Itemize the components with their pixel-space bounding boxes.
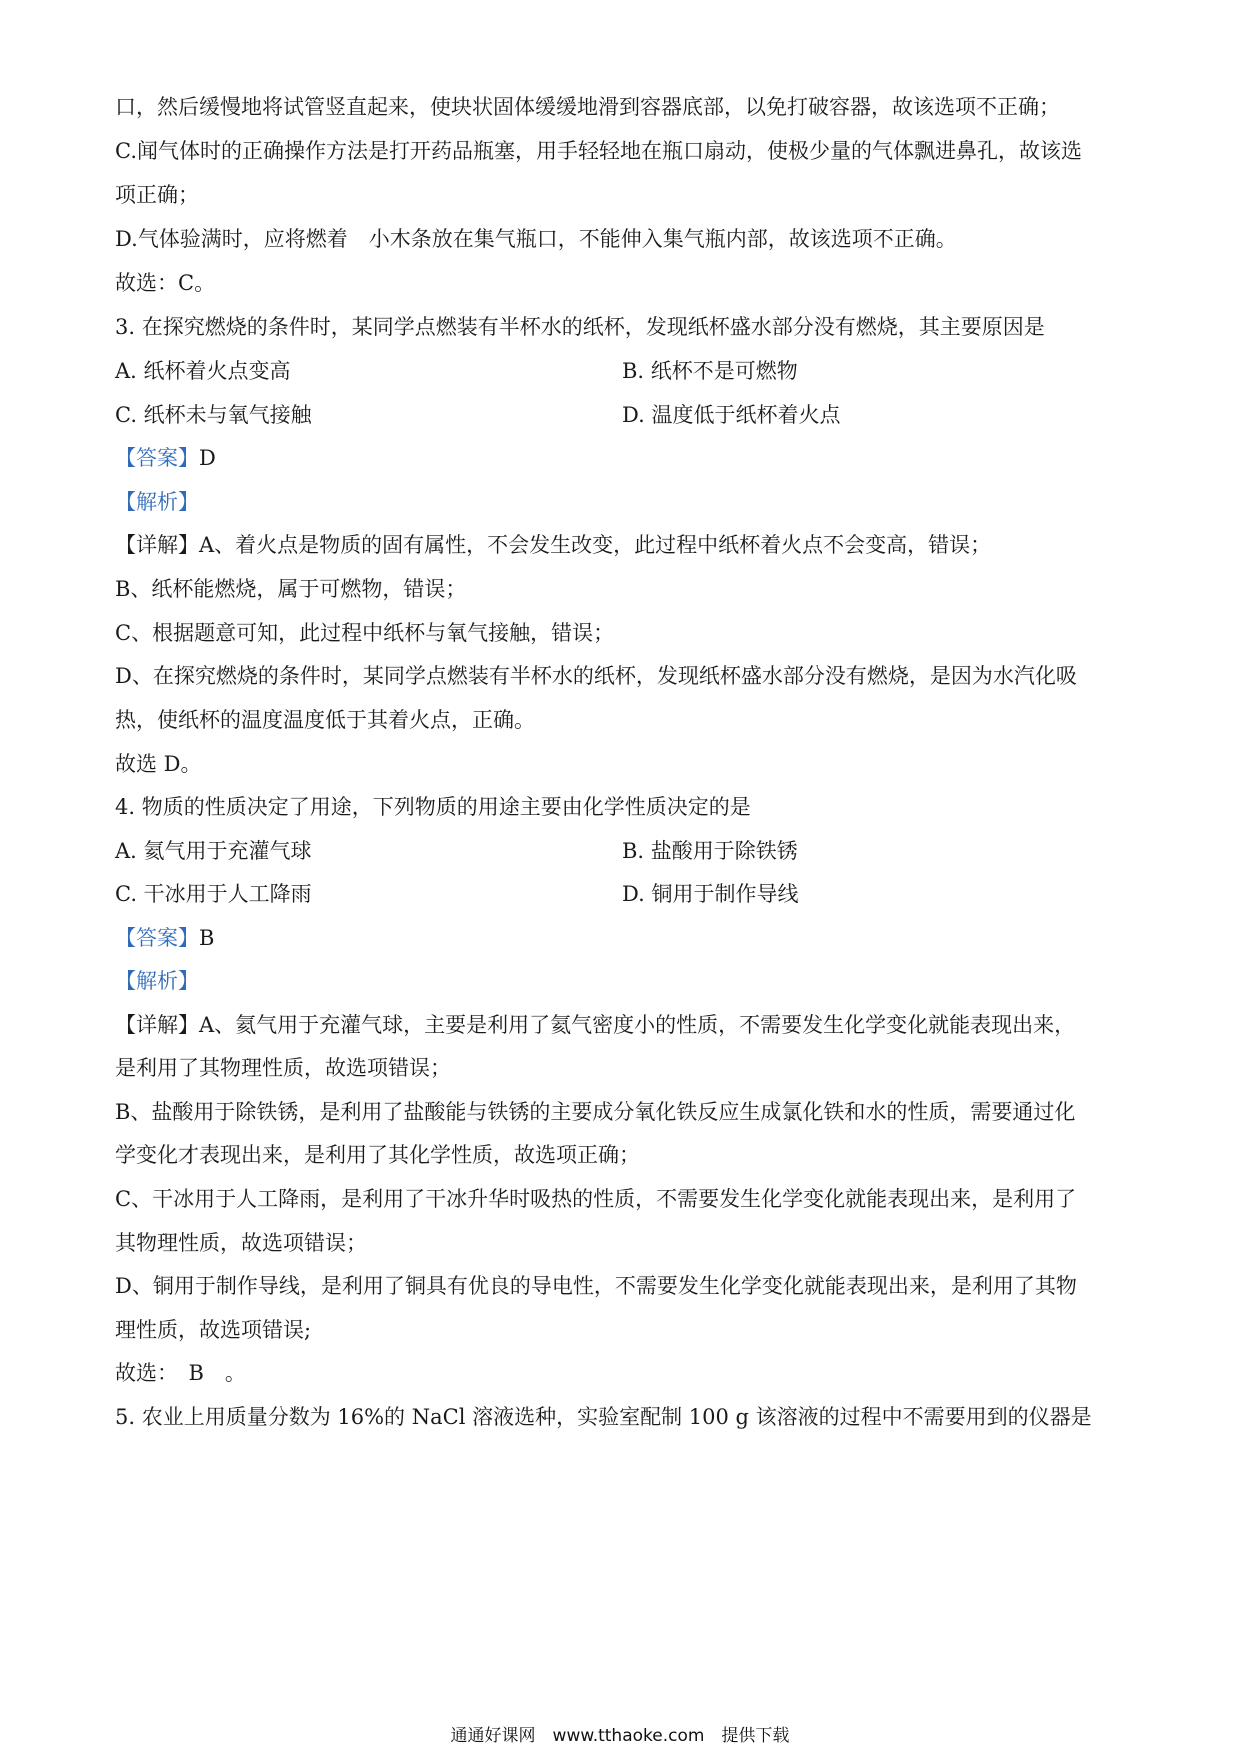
detail-text: A、着火点是物质的固有属性，不会发生改变，此过程中纸杯着火点不会变高，错误； [199,533,992,557]
detail-text: A、氦气用于充灌气球，主要是利用了氦气密度小的性质，不需要发生化学变化就能表现出来， [199,1013,1076,1037]
analysis-tag: 【解析】 [115,490,199,514]
q4-option-c: C. 干冰用于人工降雨 [115,882,312,906]
q4-option-d: D. 铜用于制作导线 [622,882,799,906]
q4-answer [115,923,1125,953]
q4-detail-4a: D、铜用于制作导线，是利用了铜具有优良的导电性，不需要发生化学变化就能表现出来，是利用了其物 [115,1274,1077,1298]
q4-detail-1a [115,1010,1125,1040]
text-line: 口，然后缓慢地将试管竖直起来，使块状固体缓缓地滑到容器底部，以免打破容器，故该选项不正确； [115,95,1060,119]
q3-answer [115,443,1125,473]
q3-option-b: B. 纸杯不是可燃物 [622,359,798,383]
q3-detail-4a: D、在探究燃烧的条件时，某同学点燃装有半杯水的纸杯，发现纸杯盛水部分没有燃烧，是因为水汽化吸 [115,664,1077,688]
q3-detail-1 [115,530,1125,560]
q4-detail-2b: 学变化才表现出来，是利用了其化学性质，故选项正确； [115,1143,640,1167]
q4-detail-4b: 理性质，故选项错误; [115,1318,312,1342]
detail-tag: 【详解】 [115,1013,199,1037]
q4-option-a: A. 氦气用于充灌气球 [115,839,312,863]
q3-detail-3: C、根据题意可知，此过程中纸杯与氧气接触，错误； [115,621,615,645]
text-line: D.气体验满时，应将燃着 小木条放在集气瓶口，不能伸入集气瓶内部，故该选项不正确。 [115,227,957,251]
q3-detail-4b: 热，使纸杯的温度温度低于其着火点，正确。 [115,708,535,732]
q3-option-c: C. 纸杯未与氧气接触 [115,403,312,427]
answer-value: B [199,926,215,950]
text-line: 项正确； [115,183,199,207]
answer-tag: 【答案】 [115,446,199,470]
detail-tag: 【详解】 [115,533,199,557]
question-4: 4. 物质的性质决定了用途，下列物质的用途主要由化学性质决定的是 [115,795,751,819]
q3-detail-2: B、纸杯能燃烧，属于可燃物，错误； [115,577,467,601]
text-line: C.闻气体时的正确操作方法是打开药品瓶塞，用手轻轻地在瓶口扇动，使极少量的气体飘进鼻孔，故该选 [115,139,1082,163]
question-5: 5. 农业上用质量分数为 16%的 NaCl 溶液选种，实验室配制 100 g 该溶液的过程中不需要用到的仪器是 [115,1405,1092,1429]
q4-detail-1b: 是利用了其物理性质，故选项错误； [115,1056,451,1080]
text-line: 故选：C。 [115,271,216,295]
question-3: 3. 在探究燃烧的条件时，某同学点燃装有半杯水的纸杯，发现纸杯盛水部分没有燃烧，其主要原因是 [115,315,1045,339]
q4-option-b: B. 盐酸用于除铁锈 [622,839,798,863]
answer-value: D [199,446,216,470]
q3-option-d: D. 温度低于纸杯着火点 [622,403,841,427]
q4-conclusion: 故选： B 。 [115,1361,246,1385]
q3-option-a: A. 纸杯着火点变高 [115,359,291,383]
answer-tag: 【答案】 [115,926,199,950]
q3-conclusion: 故选 D。 [115,752,202,776]
q4-detail-2a: B、盐酸用于除铁锈，是利用了盐酸能与铁锈的主要成分氧化铁反应生成氯化铁和水的性质，需要通过化 [115,1100,1076,1124]
analysis-tag: 【解析】 [115,969,199,993]
q4-detail-3b: 其物理性质，故选项错误； [115,1231,367,1255]
q4-analysis [115,966,1125,996]
q4-detail-3a: C、干冰用于人工降雨，是利用了干冰升华时吸热的性质，不需要发生化学变化就能表现出来，是利用了 [115,1187,1077,1211]
page-footer: 通通好课网 www.tthaoke.com 提供下载 [450,1726,790,1746]
q3-analysis [115,487,1125,517]
